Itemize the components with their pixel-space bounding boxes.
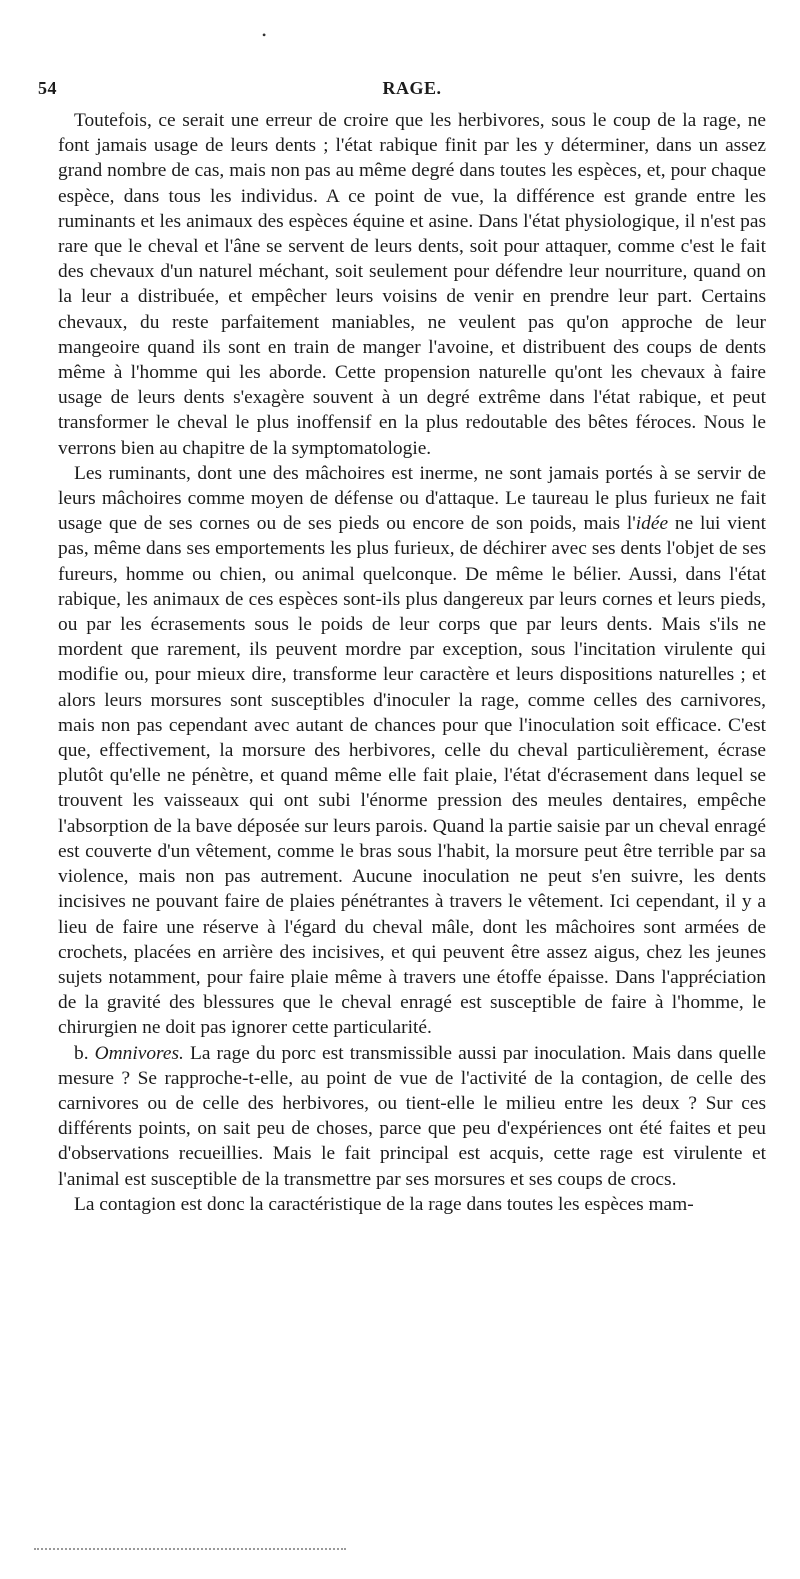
emphasis-idee: idée xyxy=(635,513,669,535)
page-header xyxy=(38,78,766,108)
paragraph-herbivores: Toutefois, ce serait une erreur de croire que les herbivores, sous le coup de la rage, ne font jamais usage de leurs dents ; l'état rabique finit par les y déterminer, dans un assez grand nombre de cas, mais non pas au même degré dans toutes les espèces, et, pour chaque espèce, dans tous les individus. A ce point de vue, la différence est grande entre les ruminants et les animaux des espèces équine et asine. Dans l'état physiologique, il n'est pas rare que le cheval et l'âne se servent de leurs dents, soit pour attaquer, comme c'est le fait des chevaux d'un naturel méchant, soit seulement pour défendre leur nourriture, quand on la leur a distribuée, et empêcher leurs voisins de venir en prendre leur part. Certains chevaux, du reste parfaitement maniables, ne veulent pas qu'on approche de leur mangeoire quand ils sont en train de manger l'avoine, et distribuent des coups de dents même à l'homme qui les aborde. Cette propension naturelle qu'ont les chevaux à faire usage de leurs dents s'exagère souvent à un degré extrême dans l'état rabique, et peut transformer le cheval le plus inoffensif en la plus redoutable des bêtes féroces. Nous le verrons bien au chapitre de la symptomatologie. xyxy=(58,110,766,459)
emphasis-omnivores: Omnivores. xyxy=(94,1042,184,1064)
paragraph-contagion: La contagion est donc la caractéristique de la rage dans toutes les espèces mam- xyxy=(74,1193,694,1215)
footer-rule xyxy=(34,1548,346,1550)
paragraph-omnivores xyxy=(58,1041,766,1192)
printer-mark: • xyxy=(262,28,267,42)
book-page xyxy=(38,78,766,1217)
running-title: RAGE. xyxy=(382,78,442,98)
text-run: Les ruminants, dont une des mâchoires est inerme, ne sont jamais portés à se servir de leurs mâchoires comme moyen de défense ou d'attaque. Le taureau le plus furieux ne fait usage que de ses cornes ou de ses pieds ou encore de son poids, mais l' xyxy=(58,462,766,535)
paragraph-ruminants xyxy=(58,461,766,1041)
page-number: 54 xyxy=(38,78,57,98)
text-run: La rage du porc est transmissible aussi par inoculation. Mais dans quelle mesure ? Se rapproche-t-elle, au point de vue de l'activité de la contagion, de celle des carnivores ou de celle des herbivores, ou tient-elle le milieu entre les deux ? Sur ces différents points, on sait peu de choses, parce que peu d'expériences ont été faites et peu d'observations recueillies. Mais le fait principal est acquis, cette rage est virulente et l'animal est susceptible de la transmettre par ses morsures et ses coups de crocs. xyxy=(58,1042,766,1190)
text-run: b. xyxy=(74,1042,95,1064)
text-run: ne lui vient pas, même dans ses emportements les plus furieux, de déchirer avec ses dents l'objet de ses fureurs, homme ou chien, ou animal quelconque. De même le bélier. Aussi, dans l'état rabique, les animaux de ces espèces sont-ils plus dangereux par leurs cornes et leurs pieds, ou par les écrasements sous le poids de leur corps que par leurs dents. Mais s'ils ne mordent que rarement, ils peuvent mordre par exception, sous l'incitation virulente qui modifie ou, pour mieux dire, transforme leur caractère et leurs dispositions naturelles ; et alors leurs morsures sont susceptibles d'inoculer la rage, comme celles des carnivores, mais non pas cependant avec autant de chances pour que l'inoculation soit efficace. C'est que, effectivement, la morsure des herbivores, celle du cheval particulièrement, écrase plutôt qu'elle ne pénètre, et quand même elle fait plaie, l'état d'écrasement dans lequel se trouvent les vaisseaux qui ont subi l'énorme pression des meules dentaires, empêche l'absorption de la bave déposée sur leurs parois. Quand la partie saisie par un cheval enragé est couverte d'un vêtement, comme le bras sous l'habit, la morsure peut être terrible par sa violence, mais non pas autrement. Aucune inoculation ne peut s'en suivre, les dents incisives ne pouvant faire de plaies pénétrantes à travers le vêtement. Ici cependant, il y a lieu de faire une réserve à l'égard du cheval mâle, dont les mâchoires sont armées de crochets, placées en arrière des incisives, et qui peuvent être assez aigus, chez les jeunes sujets notamment, pour faire plaie même à travers une étoffe épaisse. Dans l'appréciation de la gravité des blessures que le cheval enragé est susceptible de faire à l'homme, le chirurgien ne doit pas ignorer cette particularité. xyxy=(58,513,766,1039)
